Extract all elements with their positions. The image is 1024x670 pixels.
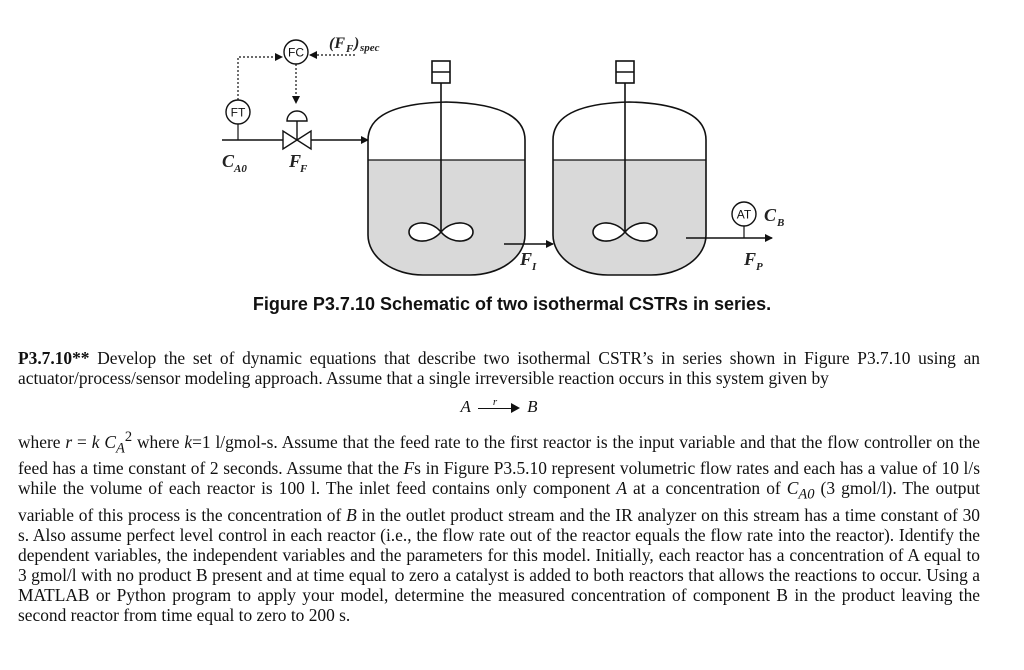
product-concentration-label bbox=[764, 205, 784, 229]
svg-text:C: C bbox=[222, 151, 235, 171]
feed-flow-label bbox=[288, 151, 308, 175]
svg-text:): ) bbox=[354, 35, 360, 52]
svg-text:(F: (F bbox=[329, 35, 345, 52]
product: B bbox=[527, 397, 538, 416]
problem-statement bbox=[18, 348, 980, 625]
svg-text:A0: A0 bbox=[234, 163, 247, 175]
svg-text:B: B bbox=[777, 217, 785, 229]
reaction-equation bbox=[18, 397, 980, 417]
fc-label: FC bbox=[288, 45, 304, 60]
svg-text:I: I bbox=[532, 261, 537, 273]
problem-intro: P3.7.10** Develop the set of dynamic equations that describe two isothermal CSTR’s in series shown in Figure P3.7.10 using an actuator/process/sensor modeling approach. Assume that a single irreversible reaction occurs in this system given by bbox=[18, 348, 980, 388]
svg-text:F: F bbox=[300, 163, 308, 175]
product-flow-label bbox=[743, 249, 763, 273]
reaction-arrow: r bbox=[478, 401, 520, 415]
problem-id: P3.7.10** bbox=[18, 348, 90, 368]
svg-text:F: F bbox=[289, 151, 302, 171]
figure-caption: Figure P3.7.10 Schematic of two isothermal CSTRs in series. bbox=[252, 294, 772, 314]
svg-text:C: C bbox=[764, 205, 777, 225]
setpoint-label bbox=[329, 35, 380, 55]
flow-controller-fc bbox=[284, 40, 308, 64]
intermediate-flow-label bbox=[519, 249, 537, 273]
control-valve bbox=[283, 111, 311, 149]
analyzer-at bbox=[732, 202, 756, 226]
svg-text:F: F bbox=[520, 249, 533, 269]
flow-transmitter-ft bbox=[226, 100, 250, 124]
cstr-schematic bbox=[0, 0, 1024, 290]
at-label: AT bbox=[736, 207, 752, 222]
svg-text:F: F bbox=[346, 43, 354, 55]
ft-label: FT bbox=[230, 105, 246, 120]
svg-text:spec: spec bbox=[360, 42, 380, 54]
reactant: A bbox=[460, 397, 471, 416]
feed-concentration-label bbox=[222, 151, 247, 175]
reactor-1 bbox=[368, 61, 525, 275]
svg-text:F: F bbox=[744, 249, 757, 269]
problem-body: where r = k $C_A^2$ where k=1 l/gmol-s. Assume that the feed rate to the first reactor is the input variable and that the flow controller on the feed has a time constant of 2 seconds. Assume that the Fs in Figure P3.5.10 represent volumetric flow rates and each has a value of 10 l/s while the volume of each reactor is 100 l. The inlet feed contains only component A at a concentration of $C_{A0}$ (3 gmol/l). The output variable of this process is the concentration of B in the outlet product stream and the IR analyzer on this stream has a time constant of 30 s. Also assume perfect level control in each reactor (i.e., the flow rate out of the reactor equals the flow rate into the reactor). Identify the dependent variables, the independent variables and the parameters for this model. Initially, each reactor has a concentration of A equal to 3 gmol/l with no product B present and at time equal to zero a catalyst is added to both reactors that allows the reactions to occur. Using a MATLAB or Python program to apply your model, determine the measured concentration of component B in the product leaving the second reactor from time equal to zero to 200 s. bbox=[18, 429, 980, 625]
svg-text:P: P bbox=[756, 261, 763, 273]
measurement-signal bbox=[238, 57, 282, 100]
reactor-2 bbox=[553, 61, 706, 275]
